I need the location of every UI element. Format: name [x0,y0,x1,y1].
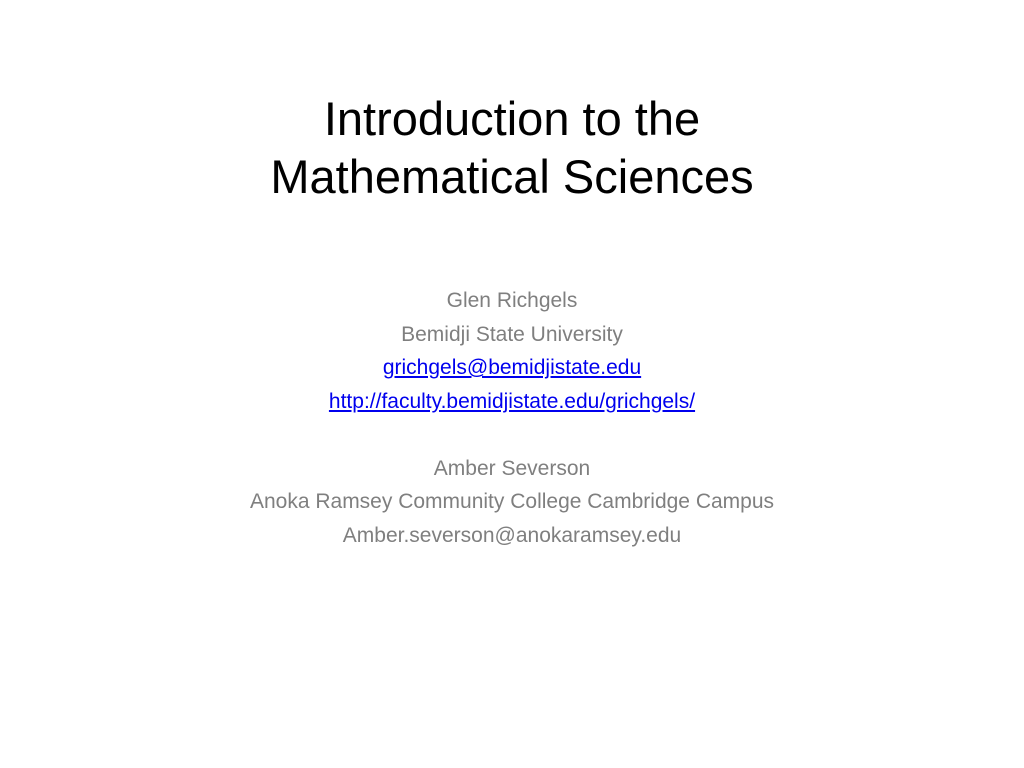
spacer [0,418,1024,452]
slide-title [0,90,1024,206]
author2-name: Amber Severson [433,456,591,480]
author2-email: Amber.severson@anokaramsey.edu [342,523,682,547]
author1-email-link[interactable]: grichgels@bemidjistate.edu [382,356,642,379]
title-line-2: Mathematical Sciences [270,150,754,203]
author2-institution: Anoka Ramsey Community College Cambridge Campus [249,490,775,513]
author1-institution: Bemidji State University [401,322,623,346]
slide-subtitle [0,284,1024,552]
author1-name: Glen Richgels [446,289,578,312]
author1-url-link[interactable]: http://faculty.bemidjistate.edu/grichgels/ [328,389,696,413]
title-line-1: Introduction to the [323,92,701,145]
